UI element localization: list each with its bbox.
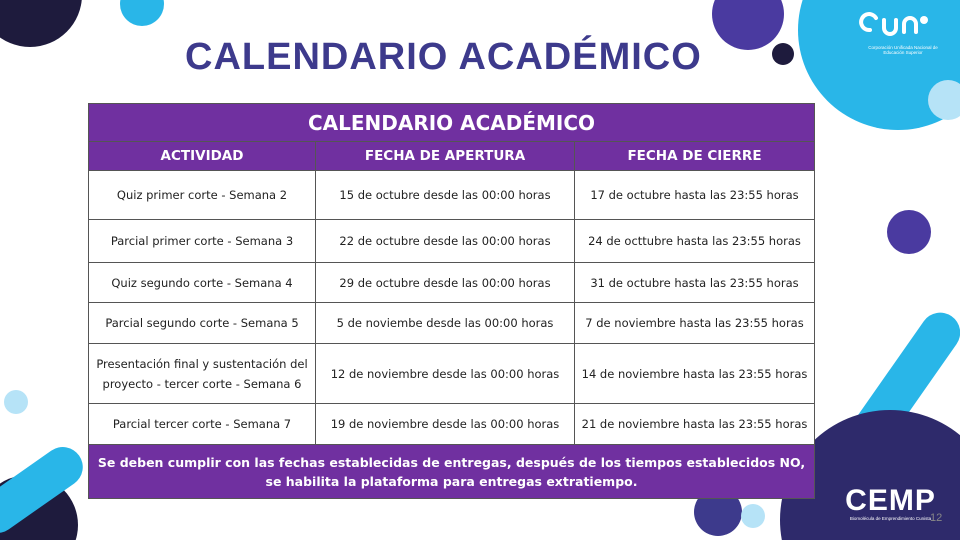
table-footer-note: Se deben cumplir con las fechas establecidas de entregas, después de los tiempos establecidos NO, se habilita la plataforma para entregas extratiempo. xyxy=(89,445,815,499)
deco-dot-dark xyxy=(772,43,794,65)
table-title: CALENDARIO ACADÉMICO xyxy=(89,104,815,142)
deco-circle-lightblue-bottom xyxy=(741,504,765,528)
cell-actividad: Parcial tercer corte - Semana 7 xyxy=(89,404,316,445)
cell-cierre: 17 de octubre hasta las 23:55 horas xyxy=(575,171,815,220)
deco-circle-cyan-top xyxy=(120,0,164,26)
table-row xyxy=(89,171,815,220)
header-actividad: ACTIVIDAD xyxy=(89,142,316,171)
cun-logo-mark xyxy=(858,12,948,40)
table-row xyxy=(89,263,815,303)
cun-logo-subtitle: Corporación Unificada Nacional de Educación Superior xyxy=(868,45,938,55)
cemp-logo-name: CEMP xyxy=(845,484,936,517)
table-row xyxy=(89,344,815,404)
table-footer-row xyxy=(89,445,815,499)
cell-apertura: 22 de octubre desde las 00:00 horas xyxy=(316,220,575,263)
cell-cierre: 14 de noviembre hasta las 23:55 horas xyxy=(575,344,815,404)
academic-calendar-table xyxy=(88,103,815,499)
cell-apertura: 19 de noviembre desde las 00:00 horas xyxy=(316,404,575,445)
cell-cierre: 31 de octubre hasta las 23:55 horas xyxy=(575,263,815,303)
cell-actividad: Parcial segundo corte - Semana 5 xyxy=(89,303,316,344)
deco-circle-lightblue-left xyxy=(4,390,28,414)
table-row xyxy=(89,404,815,445)
cemp-logo xyxy=(838,486,943,522)
slide-number: 12 xyxy=(930,512,943,524)
cun-logo xyxy=(858,12,948,55)
cemp-logo-tagline: Biomolécula de Emprendimiento Cunista xyxy=(849,516,932,521)
cell-actividad: Quiz primer corte - Semana 2 xyxy=(89,171,316,220)
cell-apertura: 15 de octubre desde las 00:00 horas xyxy=(316,171,575,220)
table-header-row xyxy=(89,142,815,171)
cell-actividad: Presentación final y sustentación del proyecto - tercer corte - Semana 6 xyxy=(89,344,316,404)
cell-apertura: 12 de noviembre desde las 00:00 horas xyxy=(316,344,575,404)
table-title-row xyxy=(89,104,815,142)
header-fecha-apertura: FECHA DE APERTURA xyxy=(316,142,575,171)
deco-circle-dark-topleft xyxy=(0,0,82,47)
cell-apertura: 5 de noviembe desde las 00:00 horas xyxy=(316,303,575,344)
table-row xyxy=(89,220,815,263)
page-title: CALENDARIO ACADÉMICO xyxy=(185,36,702,78)
deco-circle-violet-top xyxy=(712,0,784,50)
cell-cierre: 21 de noviembre hasta las 23:55 horas xyxy=(575,404,815,445)
cell-cierre: 24 de octtubre hasta las 23:55 horas xyxy=(575,220,815,263)
cell-apertura: 29 de octubre desde las 00:00 horas xyxy=(316,263,575,303)
cell-cierre: 7 de noviembre hasta las 23:55 horas xyxy=(575,303,815,344)
deco-circle-violet-right xyxy=(887,210,931,254)
header-fecha-cierre: FECHA DE CIERRE xyxy=(575,142,815,171)
table-row xyxy=(89,303,815,344)
cell-actividad: Quiz segundo corte - Semana 4 xyxy=(89,263,316,303)
cell-actividad: Parcial primer corte - Semana 3 xyxy=(89,220,316,263)
